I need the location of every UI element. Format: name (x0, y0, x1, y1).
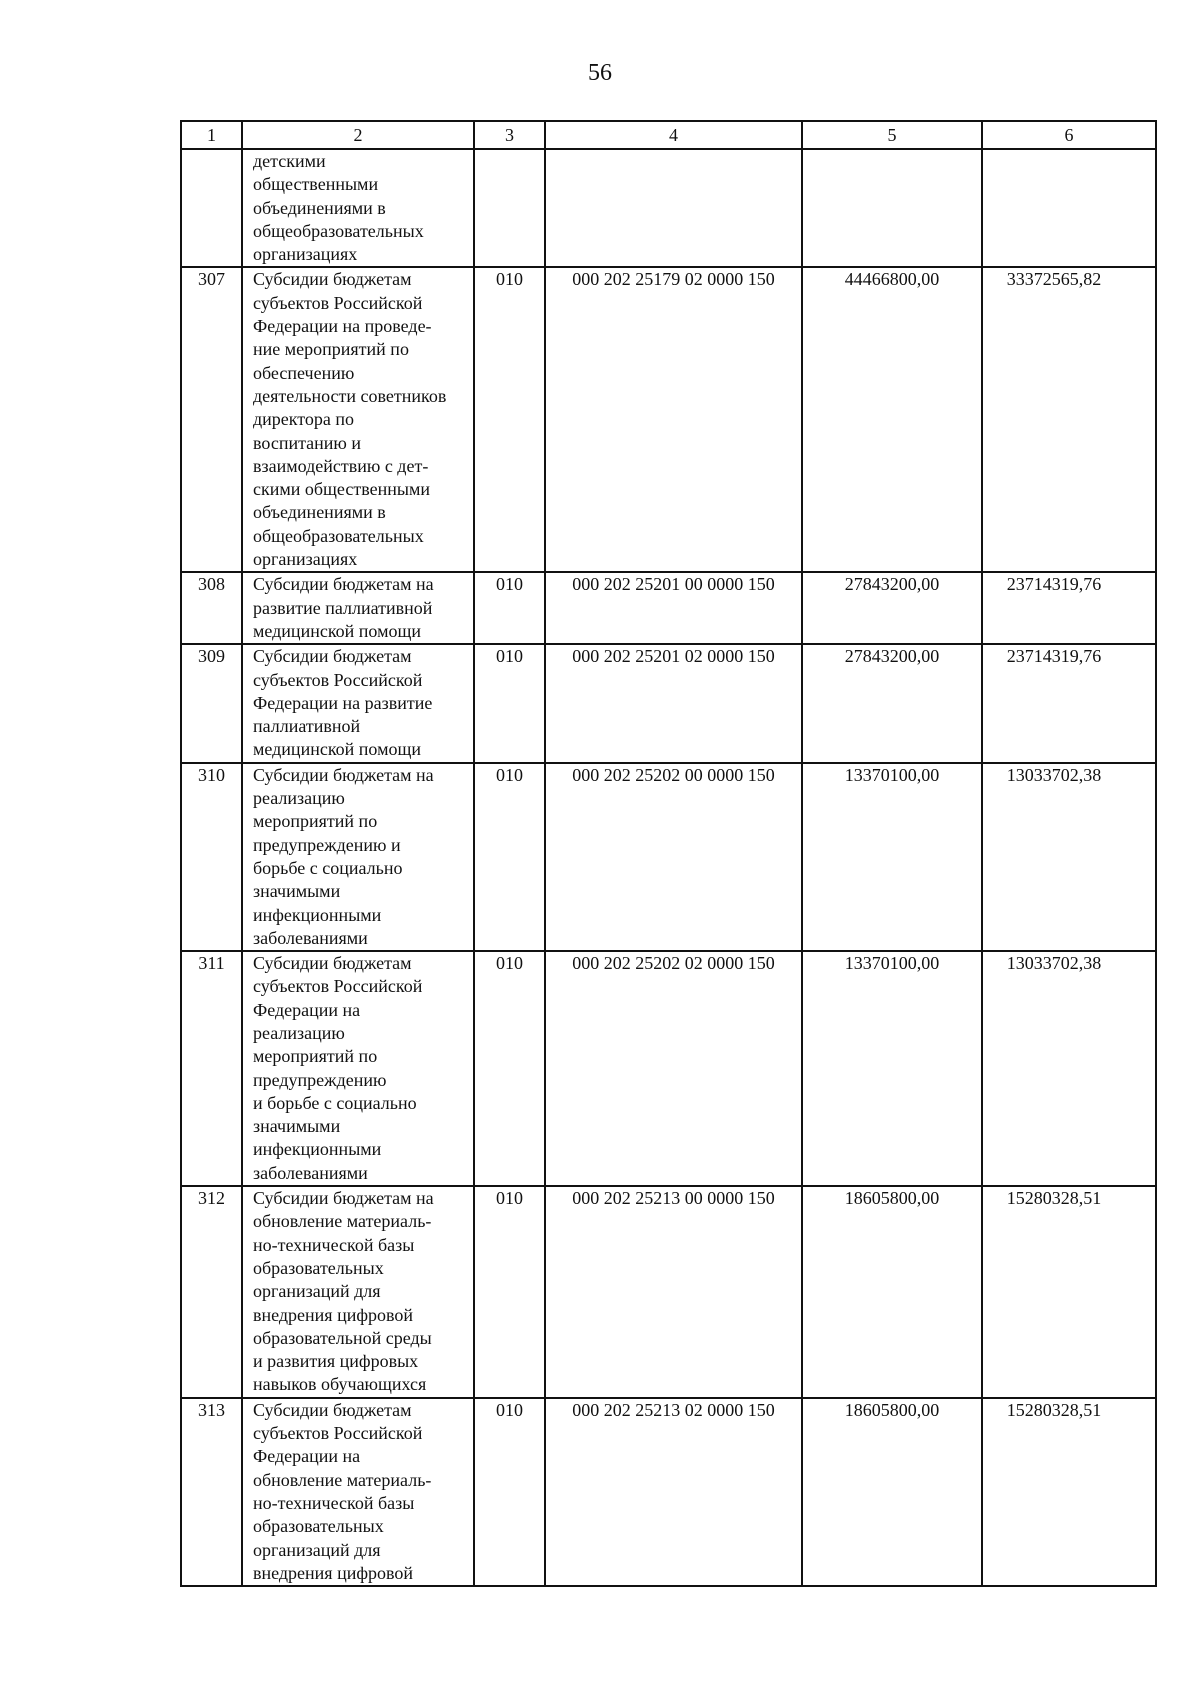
row-name (242, 951, 474, 1186)
row-name-line: медицинской помощи (253, 620, 421, 641)
row-name-line: Субсидии бюджетам (253, 953, 412, 974)
row-name-line: паллиативной (253, 716, 361, 737)
row-col3: 010 (474, 1186, 545, 1398)
row-fact: 13033702,38 (982, 763, 1156, 951)
row-name-line: навыков обучающихся (253, 1374, 427, 1395)
row-name-line: инфекционными (253, 904, 382, 925)
row-code: 000 202 25201 00 0000 150 (545, 572, 802, 644)
row-name-line: и развития цифровых (253, 1351, 419, 1372)
table-row (181, 1186, 1156, 1398)
table-row (181, 1398, 1156, 1586)
row-fact: 13033702,38 (982, 951, 1156, 1186)
row-name-line: Федерации на (253, 1446, 361, 1467)
table-row (181, 149, 1156, 267)
row-name-line: инфекционными (253, 1139, 382, 1160)
row-fact: 23714319,76 (982, 572, 1156, 644)
row-code: 000 202 25213 02 0000 150 (545, 1398, 802, 1586)
row-name-line: скими общественными (253, 479, 430, 500)
row-name-line: предупреждению и (253, 834, 401, 855)
row-name-line: образовательных (253, 1516, 384, 1537)
row-plan (802, 149, 982, 267)
row-name-line: реализацию (253, 1022, 345, 1043)
row-fact: 33372565,82 (982, 267, 1156, 572)
row-name-line: Субсидии бюджетам (253, 269, 412, 290)
row-code: 000 202 25202 00 0000 150 (545, 763, 802, 951)
header-row (181, 121, 1156, 149)
row-name-line: организациях (253, 549, 358, 570)
row-name-line: ние мероприятий по (253, 339, 409, 360)
row-name-line: директора по (253, 409, 355, 430)
row-name-line: обновление материаль- (253, 1469, 432, 1490)
row-fact: 23714319,76 (982, 644, 1156, 762)
row-name-line: общеобразовательных (253, 525, 424, 546)
row-code: 000 202 25179 02 0000 150 (545, 267, 802, 572)
row-code: 000 202 25202 02 0000 150 (545, 951, 802, 1186)
row-name-line: но-технической базы (253, 1234, 415, 1255)
row-fact (982, 149, 1156, 267)
row-name-line: детскими (253, 151, 326, 171)
row-col3: 010 (474, 267, 545, 572)
row-plan: 13370100,00 (802, 763, 982, 951)
row-code: 000 202 25201 02 0000 150 (545, 644, 802, 762)
row-name-line: значимыми (253, 1116, 341, 1137)
row-number: 307 (181, 267, 242, 572)
row-name (242, 572, 474, 644)
row-plan: 13370100,00 (802, 951, 982, 1186)
row-col3: 010 (474, 763, 545, 951)
row-name-line: образовательной среды (253, 1327, 432, 1348)
row-name-line: организаций для (253, 1539, 381, 1560)
row-col3: 010 (474, 1398, 545, 1586)
row-name-line: внедрения цифровой (253, 1304, 414, 1325)
row-name-line: Субсидии бюджетам на (253, 574, 434, 595)
row-name-line: внедрения цифровой (253, 1562, 414, 1583)
row-name-line: Субсидии бюджетам (253, 646, 412, 667)
row-name-line: объединениями в (253, 197, 386, 218)
budget-table (180, 120, 1157, 1587)
row-name (242, 1398, 474, 1586)
row-plan: 18605800,00 (802, 1398, 982, 1586)
row-name-line: образовательных (253, 1257, 384, 1278)
table-row (181, 951, 1156, 1186)
table-row (181, 267, 1156, 572)
row-name-line: организациях (253, 244, 358, 265)
row-name-line: мероприятий по (253, 811, 378, 832)
row-name-line: Субсидии бюджетам на (253, 764, 434, 785)
row-name-line: общественными (253, 174, 379, 195)
row-name (242, 267, 474, 572)
row-plan: 27843200,00 (802, 572, 982, 644)
table-row (181, 572, 1156, 644)
header-cell-4: 4 (545, 121, 802, 149)
row-name-line: развитие паллиативной (253, 597, 433, 618)
row-col3 (474, 149, 545, 267)
row-name-line: субъектов Российской (253, 1423, 423, 1444)
row-name-line: Федерации на развитие (253, 692, 433, 713)
row-name-line: обеспечению (253, 362, 355, 383)
row-name-line: объединениями в (253, 502, 386, 523)
row-name-line: деятельности советников (253, 385, 447, 406)
row-name-line: Субсидии бюджетам на (253, 1188, 434, 1209)
row-name-line: но-технической базы (253, 1492, 415, 1513)
row-name-line: медицинской помощи (253, 739, 421, 760)
row-name-line: субъектов Российской (253, 976, 423, 997)
header-cell-1: 1 (181, 121, 242, 149)
row-name-line: Федерации на проведе- (253, 316, 432, 337)
row-name-line: мероприятий по (253, 1046, 378, 1067)
row-name (242, 149, 474, 267)
row-name-line: общеобразовательных (253, 220, 424, 241)
row-fact: 15280328,51 (982, 1398, 1156, 1586)
row-name-line: воспитанию и (253, 432, 361, 453)
row-name-line: организаций для (253, 1281, 381, 1302)
row-name-line: значимыми (253, 881, 341, 902)
row-col3: 010 (474, 572, 545, 644)
header-cell-3: 3 (474, 121, 545, 149)
row-code: 000 202 25213 00 0000 150 (545, 1186, 802, 1398)
row-name-line: взаимодействию с дет- (253, 455, 429, 476)
row-code (545, 149, 802, 267)
row-name-line: предупреждению (253, 1069, 387, 1090)
header-cell-5: 5 (802, 121, 982, 149)
row-plan: 27843200,00 (802, 644, 982, 762)
row-col3: 010 (474, 951, 545, 1186)
header-cell-6: 6 (982, 121, 1156, 149)
row-plan: 18605800,00 (802, 1186, 982, 1398)
row-number: 313 (181, 1398, 242, 1586)
row-name-line: Субсидии бюджетам (253, 1399, 412, 1420)
row-name (242, 644, 474, 762)
row-number (181, 149, 242, 267)
row-name-line: борьбе с социально (253, 857, 403, 878)
page-number: 56 (588, 60, 612, 86)
row-name-line: обновление материаль- (253, 1211, 432, 1232)
row-name (242, 763, 474, 951)
row-plan: 44466800,00 (802, 267, 982, 572)
row-number: 311 (181, 951, 242, 1186)
row-number: 309 (181, 644, 242, 762)
row-name-line: субъектов Российской (253, 669, 423, 690)
row-name-line: субъектов Российской (253, 292, 423, 313)
table-row (181, 763, 1156, 951)
row-col3: 010 (474, 644, 545, 762)
row-name (242, 1186, 474, 1398)
header-cell-2: 2 (242, 121, 474, 149)
table-row (181, 644, 1156, 762)
row-name-line: заболеваниями (253, 927, 368, 948)
row-name-line: Федерации на (253, 999, 361, 1020)
row-name-line: и борьбе с социально (253, 1092, 417, 1113)
row-fact: 15280328,51 (982, 1186, 1156, 1398)
row-name-line: заболеваниями (253, 1162, 368, 1183)
row-number: 310 (181, 763, 242, 951)
row-number: 308 (181, 572, 242, 644)
row-number: 312 (181, 1186, 242, 1398)
row-name-line: реализацию (253, 788, 345, 809)
